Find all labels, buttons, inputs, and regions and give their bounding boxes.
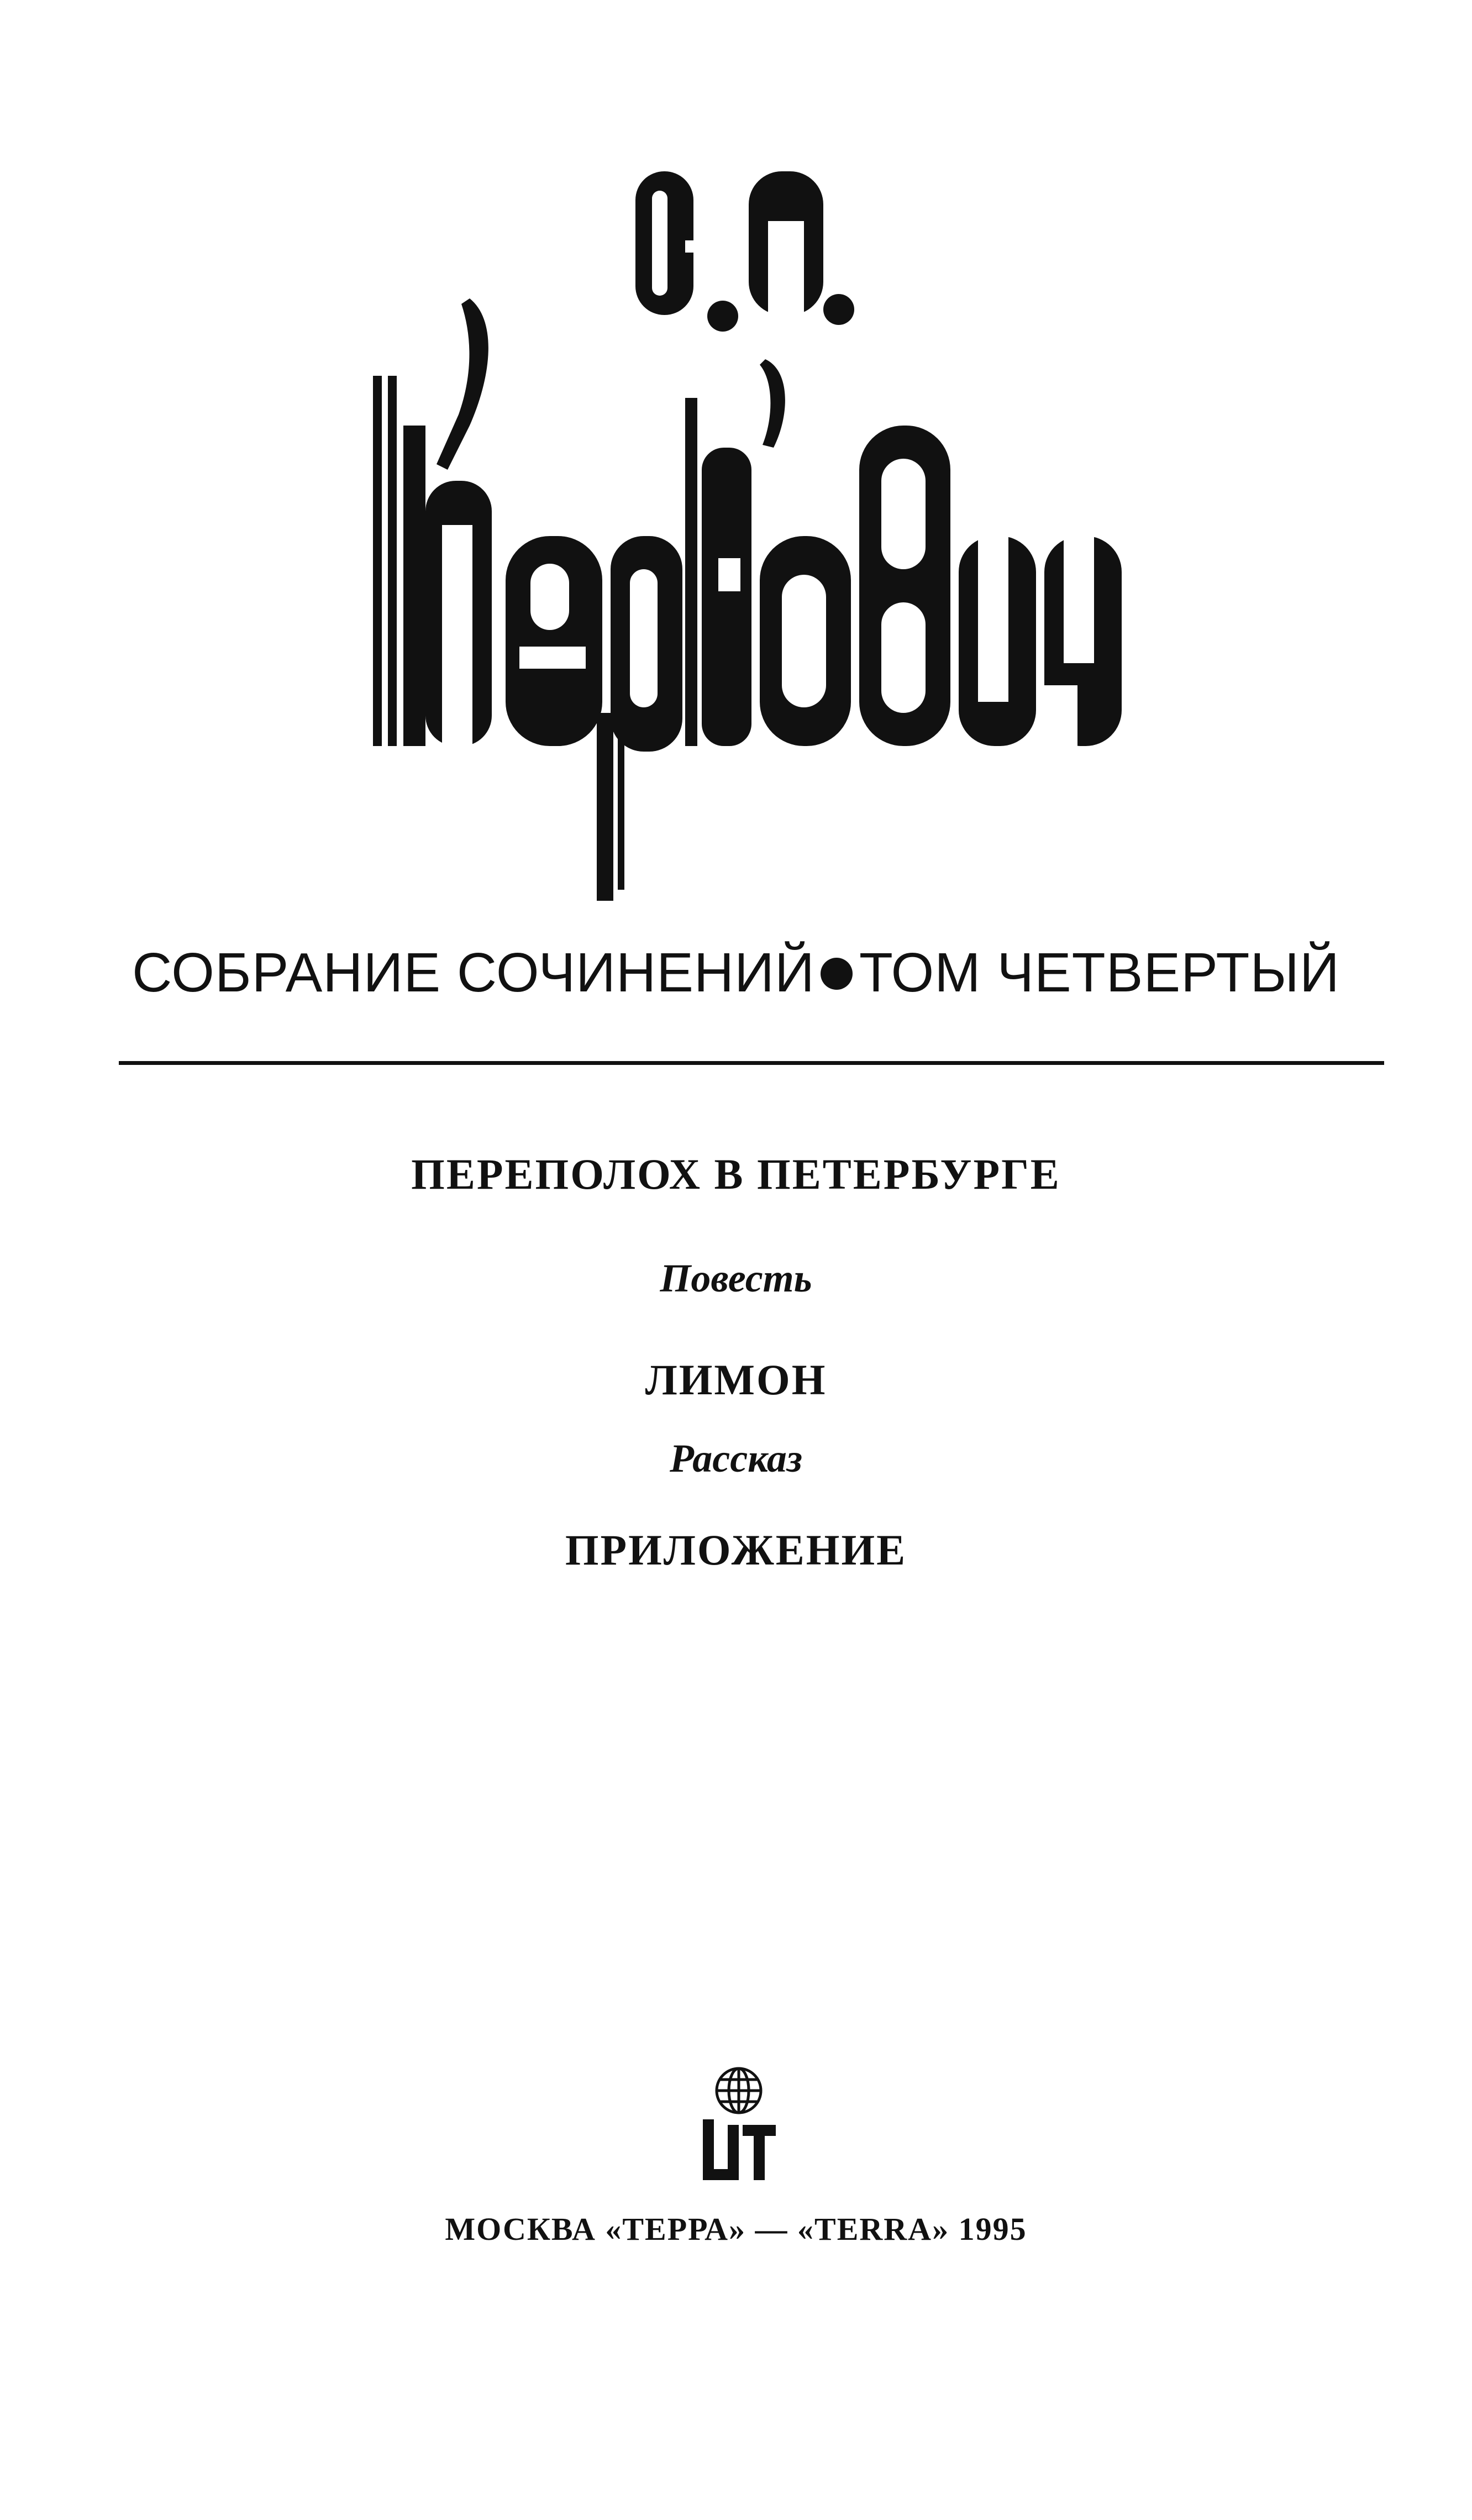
initial-dot-1 [707, 301, 738, 332]
contents-item-1-genre [0, 1256, 1472, 1301]
work-title: ПЕРЕПОЛОХ В ПЕТЕРБУРГЕ [411, 1150, 1061, 1198]
contents-item-1 [0, 1149, 1472, 1199]
contents-item-2 [0, 1355, 1472, 1405]
initial-p [749, 171, 823, 318]
globe-logo-icon [697, 2064, 780, 2186]
letter-ch [1044, 536, 1122, 746]
author-name-logo [354, 138, 1127, 923]
initial-e [635, 171, 705, 315]
contents-item-3 [0, 1525, 1472, 1575]
collection-title: СОБРАНИЕ СОЧИНЕНИЙ [132, 942, 815, 1004]
work-genre: Повесть [660, 1256, 812, 1300]
letter-i [959, 536, 1036, 746]
horizontal-rule [119, 1061, 1384, 1065]
initial-dot-2 [823, 294, 854, 325]
letter-k [373, 298, 492, 746]
work-genre: Рассказ [670, 1436, 802, 1481]
imprint-line: МОСКВА «ТЕРРА» — «TERRA» 1995 [445, 2211, 1027, 2247]
letter-r [597, 536, 682, 901]
letter-a [506, 536, 602, 746]
letter-o [760, 536, 851, 746]
work-title: ПРИЛОЖЕНИЕ [565, 1526, 907, 1574]
letter-v [859, 426, 950, 746]
collection-heading [0, 939, 1472, 1006]
bullet-icon [821, 958, 853, 990]
volume-title: ТОМ ЧЕТВЕРТЫЙ [859, 942, 1340, 1004]
contents-item-2-genre [0, 1436, 1472, 1482]
work-title: ЛИМОН [645, 1356, 827, 1404]
